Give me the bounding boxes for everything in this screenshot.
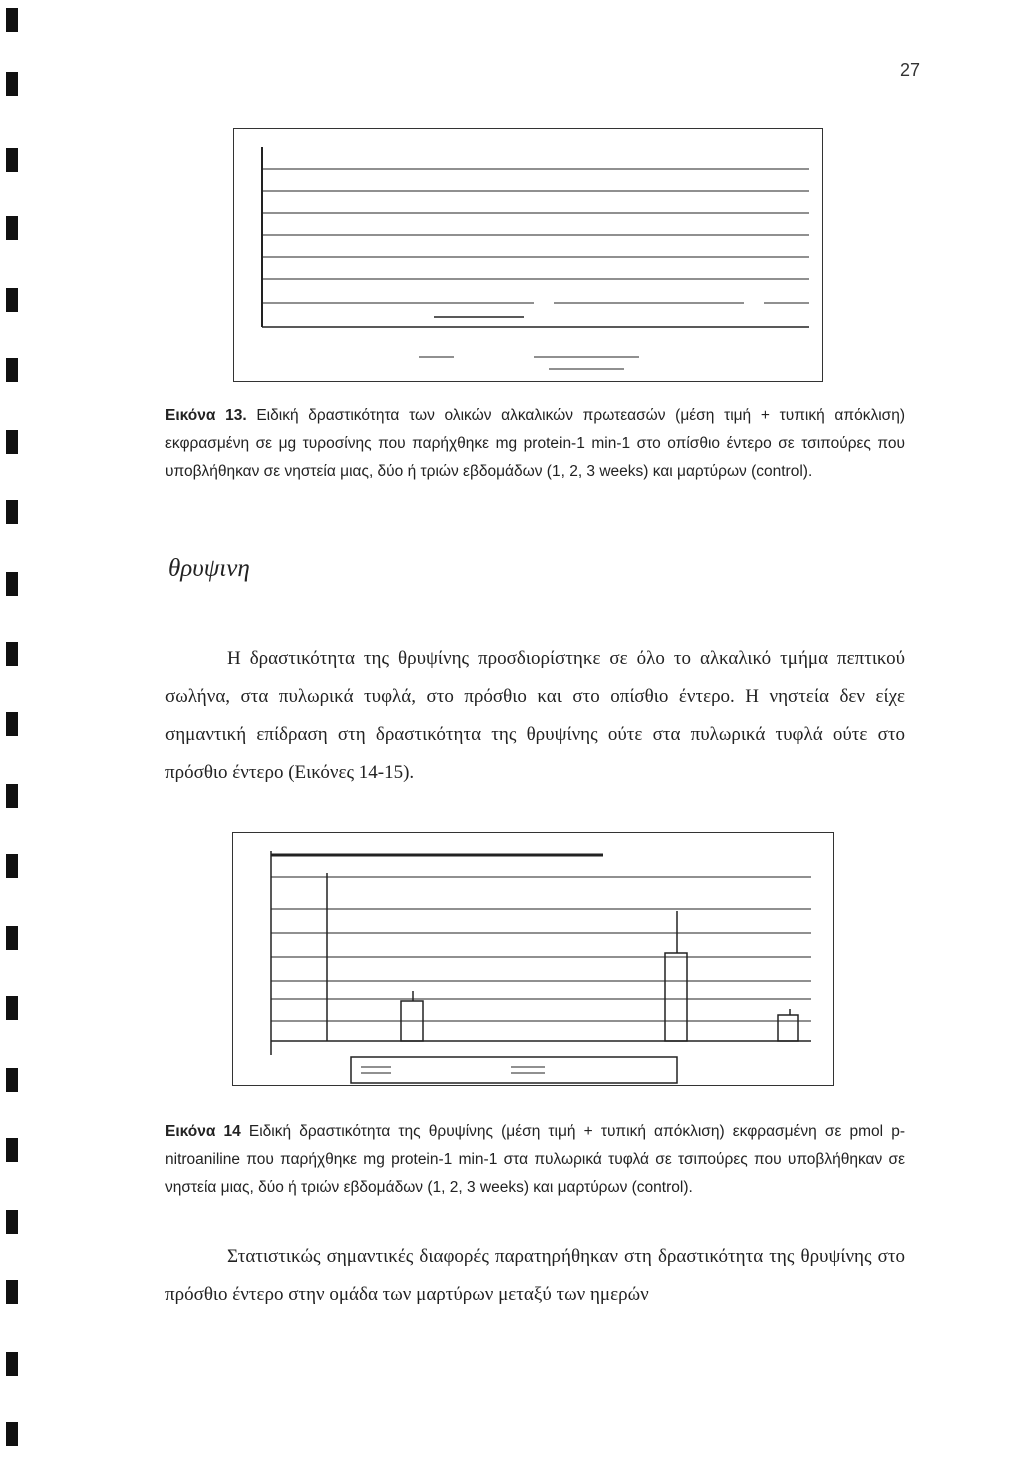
binder-mark	[6, 1068, 18, 1092]
section-paragraph: Η δραστικότητα της θρυψίνης προσδιορίστηκε σε όλο το αλκαλικό τμήμα πεπτικού σωλήνα, στα πυλωρικά τυφλά, στο πρόσθιο και στο οπίσθιο έντερο. Η νηστεία δεν είχε σημαντική επίδραση στη δραστικότητα της θρυψίνης ούτε στα πυλωρικά τυφλά ούτε στο πρόσθιο έντερο (Εικόνες 14-15).	[165, 648, 905, 783]
figure-14-plot	[233, 833, 833, 1085]
binder-mark	[6, 572, 18, 596]
binder-mark	[6, 288, 18, 312]
page-number: 27	[899, 60, 920, 80]
binder-mark	[6, 642, 18, 666]
figure-13-caption-text: Ειδική δραστικότητα των ολικών αλκαλικών πρωτεασών (μέση τιμή + τυπική απόκλιση) εκφρασμένη σε μg τυροσίνης που παρήχθηκε mg protein-1 min-1 στο οπίσθιο έντερο σε τσιπούρες που υποβλήθηκαν σε νηστεία μιας, δύο ή τριών εβδομάδων (1, 2, 3 weeks) και μαρτύρων (control).	[165, 407, 905, 480]
bar-3	[665, 953, 687, 1041]
figure-14-caption-text: Ειδική δραστικότητα της θρυψίνης (μέση τιμή + τυπική απόκλιση) εκφρασμένη σε pmol p-nitroaniline που παρήχθηκε mg protein-1 min-1 στα πυλωρικά τυφλά σε τσιπούρες που υποβλήθηκαν σε νηστεία μιας, δύο ή τριών εβδομάδων (1, 2, 3 weeks) και μαρτύρων (control).	[165, 1123, 906, 1196]
figure-13-chart	[233, 128, 823, 382]
binder-mark	[6, 1280, 18, 1304]
binder-mark	[6, 216, 18, 240]
binder-mark	[6, 8, 18, 32]
figure-14-caption	[165, 1118, 905, 1202]
section-heading: θρυψινη	[168, 555, 250, 582]
binder-mark	[6, 148, 18, 172]
binder-mark	[6, 358, 18, 382]
figure-14-chart	[232, 832, 834, 1086]
binder-edge	[0, 0, 30, 1474]
binder-mark	[6, 1210, 18, 1234]
binder-mark	[6, 72, 18, 96]
bar-4	[778, 1015, 798, 1041]
closing-paragraph: Στατιστικώς σημαντικές διαφορές παρατηρήθηκαν στη δραστικότητα της θρυψίνης στο πρόσθιο έντερο στην ομάδα των μαρτύρων μεταξύ των ημερών	[165, 1246, 905, 1305]
binder-mark	[6, 784, 18, 808]
binder-mark	[6, 712, 18, 736]
figure-13-label: Εικόνα 13.	[165, 407, 247, 424]
binder-mark	[6, 1138, 18, 1162]
figure-13-plot	[234, 129, 822, 381]
binder-mark	[6, 854, 18, 878]
figure-14-label: Εικόνα 14	[165, 1123, 241, 1140]
binder-mark	[6, 1352, 18, 1376]
figure-13-caption	[165, 402, 905, 486]
legend-box	[351, 1057, 677, 1083]
binder-mark	[6, 430, 18, 454]
binder-mark	[6, 996, 18, 1020]
binder-mark	[6, 1422, 18, 1446]
binder-mark	[6, 500, 18, 524]
binder-mark	[6, 926, 18, 950]
